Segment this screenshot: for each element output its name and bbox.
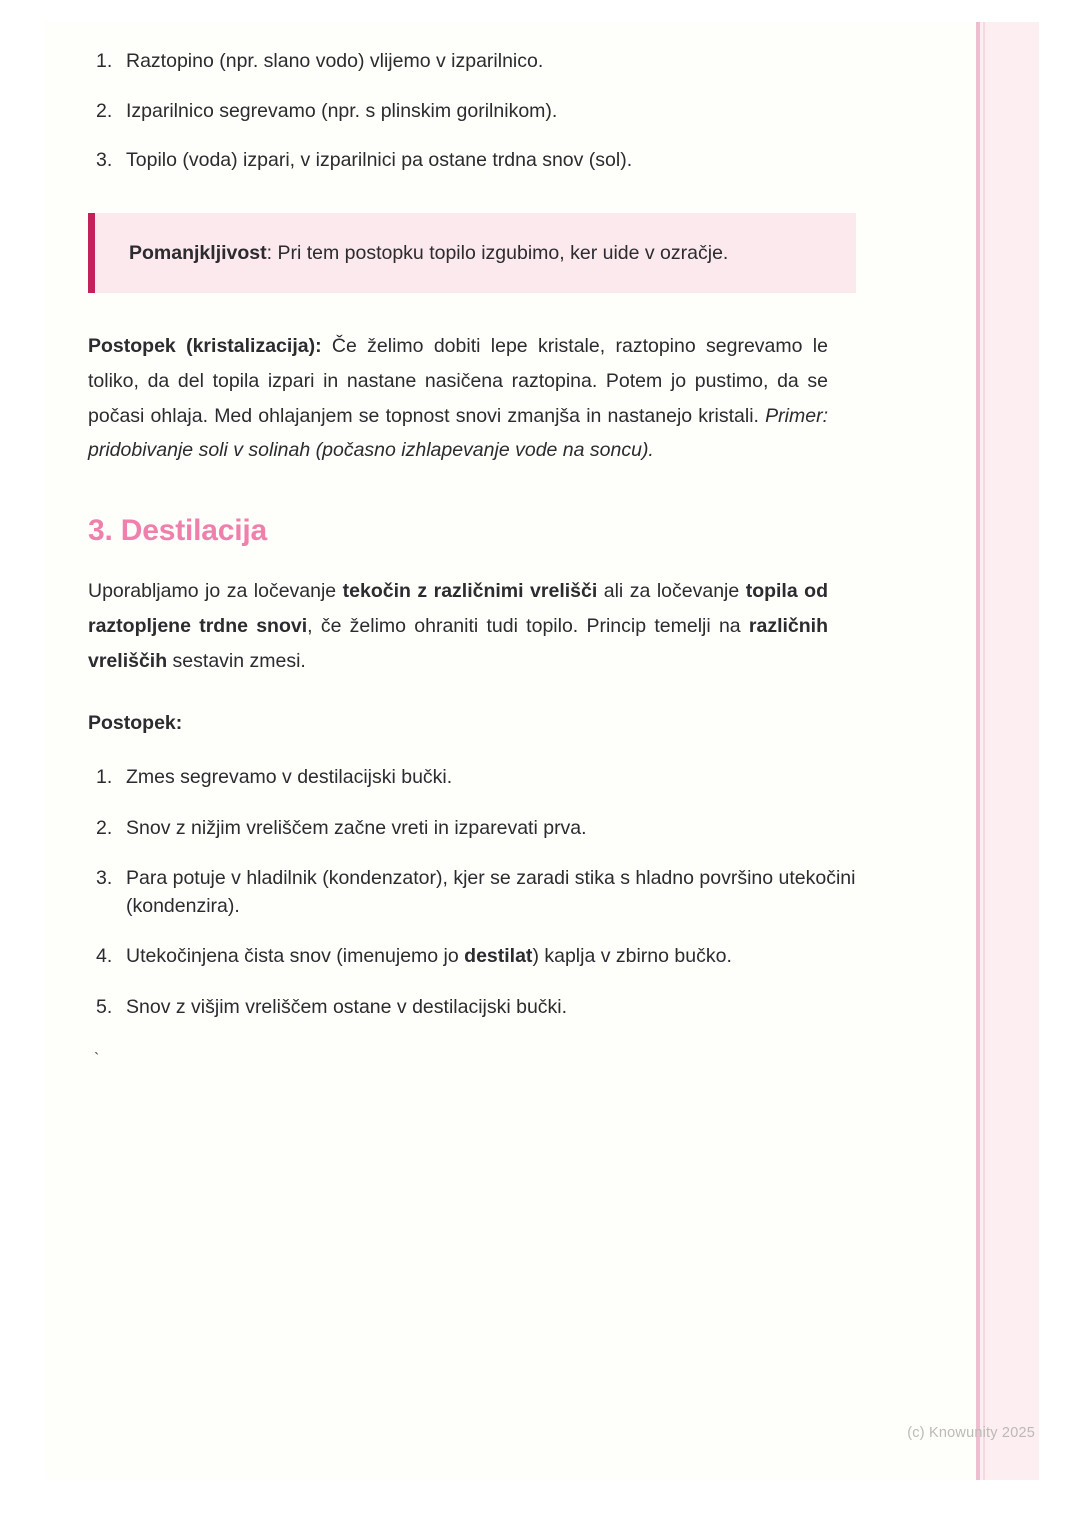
destillation-intro-paragraph <box>88 574 828 678</box>
list-item-number: 1. <box>96 766 113 789</box>
list-item <box>88 942 873 970</box>
list-item-bold-term: destilat <box>464 945 533 968</box>
stray-backtick-mark: ` <box>94 1050 100 1068</box>
page-edge-accent-line-secondary <box>983 22 985 1480</box>
intro-text-4: sestavin zmesi. <box>167 649 306 672</box>
list-item-text-tail: ) kaplja v zbirno bučko. <box>532 945 732 968</box>
list-item <box>88 98 873 126</box>
list-item <box>88 993 873 1021</box>
list-item-number: 2. <box>96 816 113 839</box>
intro-text-3: , če želimo ohraniti tudi topilo. Princip temelji na <box>307 614 749 637</box>
list-item <box>88 814 873 842</box>
list-item <box>88 48 873 76</box>
drawback-callout <box>88 213 856 293</box>
list-item-text: Para potuje v hladilnik (kondenzator), kjer se zaradi stika s hladno površino utekočini (kondenzira). <box>126 866 856 918</box>
intro-bold-1: tekočin z različnimi vrelišči <box>342 580 598 603</box>
list-item-number: 5. <box>96 995 113 1018</box>
crystallization-body: Če želimo dobiti lepe kristale, raztopino segrevamo le toliko, da del topila izpari in nastane nasičena raztopina. Potem jo pustimo, da se počasi ohlaja. Med ohlajanjem se topnost snovi zmanjša in nastanejo kristali. <box>88 335 828 427</box>
crystallization-example: Primer: pridobivanje soli v solinah (počasno izhlapevanje vode na soncu). <box>88 404 828 462</box>
list-item <box>88 147 873 175</box>
list-item-text: Raztopino (npr. slano vodo) vlijemo v izparilnico. <box>126 50 544 72</box>
crystallization-paragraph <box>88 329 828 468</box>
procedure-label: Postopek: <box>88 712 183 735</box>
list-item-number: 1. <box>96 50 113 72</box>
list-item-text: Topilo (voda) izpari, v izparilnici pa ostane trdna snov (sol). <box>126 149 633 172</box>
document-content <box>88 48 873 1071</box>
list-item-number: 4. <box>96 945 113 968</box>
copyright-watermark: (c) Knowunity 2025 <box>907 1425 1035 1441</box>
list-item-text: Utekočinjena čista snov (imenujemo jo <box>126 945 465 968</box>
list-item-number: 3. <box>96 149 113 172</box>
evaporation-steps-list <box>88 48 873 175</box>
callout-text <box>129 239 828 267</box>
list-item-text: Izparilnico segrevamo (npr. s plinskim gorilnikom). <box>126 99 558 122</box>
callout-label: Pomanjkljivost <box>129 242 267 265</box>
list-item-text: Snov z nižjim vreliščem začne vreti in izparevati prva. <box>126 816 587 839</box>
intro-bold-3: različnih vreliščih <box>88 614 828 672</box>
list-item <box>88 763 873 791</box>
intro-bold-2: topila od raztopljene trdne snovi <box>88 580 829 637</box>
list-item <box>88 864 873 921</box>
list-item-number: 3. <box>96 866 113 889</box>
section-heading-destilacija: 3. Destilacija <box>88 514 267 548</box>
document-page <box>45 22 976 1480</box>
list-item-text: Snov z višjim vreliščem ostane v destilacijski bučki. <box>126 995 568 1018</box>
callout-body: : Pri tem postopku topilo izgubimo, ker uide v ozračje. <box>266 242 729 265</box>
distillation-steps-list <box>88 763 873 1021</box>
list-item-number: 2. <box>96 99 113 122</box>
list-item-text: Zmes segrevamo v destilacijski bučki. <box>126 766 453 789</box>
intro-text-2: ali za ločevanje <box>597 580 746 603</box>
intro-text-1: Uporabljamo jo za ločevanje <box>88 580 343 603</box>
crystallization-label: Postopek (kristalizacija): <box>88 335 322 358</box>
